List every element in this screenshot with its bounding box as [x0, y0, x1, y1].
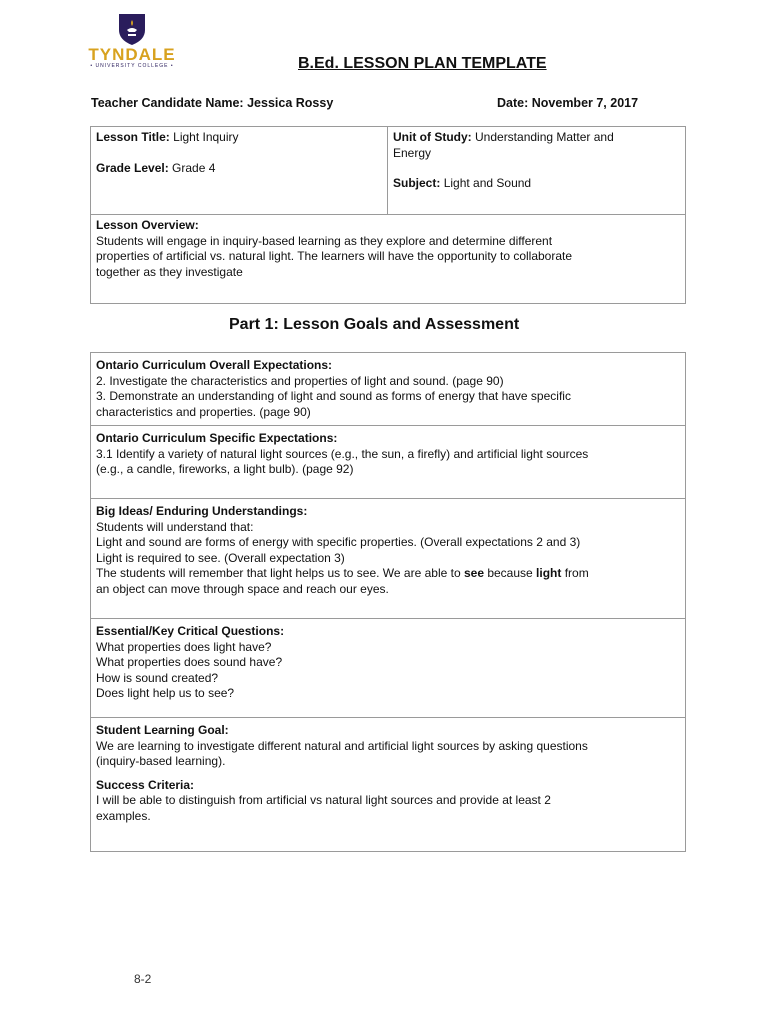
overall-line: characteristics and properties. (page 90) — [96, 404, 311, 419]
big-ideas-bold-see: see — [463, 566, 484, 580]
date-value: November 7, 2017 — [531, 96, 639, 110]
big-ideas-text: from — [561, 566, 589, 580]
lesson-title-cell — [91, 127, 388, 215]
lesson-overview-label: Lesson Overview: — [96, 218, 199, 232]
shield-lamp-icon — [117, 12, 147, 46]
key-questions-row — [91, 619, 685, 718]
big-ideas-label: Big Ideas/ Enduring Understandings: — [96, 504, 308, 518]
question-item: What properties does sound have? — [96, 655, 283, 669]
specific-expectations-label: Ontario Curriculum Specific Expectations: — [96, 431, 338, 445]
unit-subject-cell — [388, 127, 685, 215]
overview-line: together as they investigate — [96, 264, 243, 279]
question-item: Does light help us to see? — [96, 686, 235, 700]
big-ideas-line: Students will understand that: — [96, 519, 254, 534]
overall-line: 3. Demonstrate an understanding of light and sound as forms of energy that have specific — [96, 389, 571, 403]
learning-goal-label: Student Learning Goal: — [96, 723, 229, 737]
learning-goal-row — [91, 718, 685, 851]
big-ideas-mixed-line — [96, 566, 680, 582]
specific-expectations-row — [91, 426, 685, 499]
big-ideas-line: Light and sound are forms of energy with specific properties. (Overall expectations 2 and 3) — [96, 535, 581, 549]
big-ideas-text: The students will remember that light helps us to see. We are able to — [96, 566, 464, 580]
subject-value: Light and Sound — [443, 176, 532, 190]
big-ideas-text: because — [484, 566, 537, 580]
overall-line: 2. Investigate the characteristics and properties of light and sound. (page 90) — [96, 373, 504, 388]
tyndale-logo — [88, 12, 176, 80]
document-title: B.Ed. LESSON PLAN TEMPLATE — [298, 55, 547, 72]
key-questions-label: Essential/Key Critical Questions: — [96, 624, 285, 638]
subject-label: Subject: — [393, 176, 441, 190]
grade-level-label: Grade Level: — [96, 160, 169, 175]
success-criteria-line: I will be able to distinguish from artificial vs natural light sources and provide at least 2 — [96, 793, 551, 807]
lesson-overview-cell — [91, 215, 685, 303]
unit-of-study-value-1: Understanding Matter and — [475, 130, 614, 144]
question-item: How is sound created? — [96, 670, 219, 685]
overview-line: properties of artificial vs. natural light. The learners will have the opportunity to collaborate — [96, 249, 573, 263]
learning-goal-line: (inquiry-based learning). — [96, 754, 226, 768]
unit-of-study-value-2: Energy — [393, 145, 432, 160]
logo-subtitle: • UNIVERSITY COLLEGE • — [90, 63, 174, 69]
overall-expectations-label: Ontario Curriculum Overall Expectations: — [96, 358, 333, 372]
big-ideas-line: Light is required to see. (Overall expectation 3) — [96, 550, 345, 565]
success-criteria-line: examples. — [96, 808, 151, 823]
specific-line: 3.1 Identify a variety of natural light sources (e.g., the sun, a firefly) and artificial light sources — [96, 446, 589, 461]
goals-assessment-table — [90, 352, 686, 852]
unit-of-study-label: Unit of Study: — [393, 130, 472, 144]
specific-line: (e.g., a candle, fireworks, a light bulb). (page 92) — [96, 462, 354, 476]
lesson-title-value: Light Inquiry — [173, 130, 239, 144]
overview-line: Students will engage in inquiry-based learning as they explore and determine different — [96, 233, 553, 248]
lesson-info-table — [90, 126, 686, 304]
part1-heading: Part 1: Lesson Goals and Assessment — [229, 316, 520, 333]
question-item: What properties does light have? — [96, 639, 272, 654]
teacher-name-value: Jessica Rossy — [247, 96, 334, 110]
lesson-title-label: Lesson Title: — [96, 130, 170, 144]
grade-level-value: Grade 4 — [172, 160, 216, 175]
big-ideas-row — [91, 499, 685, 619]
date-label: Date: — [497, 96, 529, 110]
success-criteria-label: Success Criteria: — [96, 777, 195, 792]
teacher-name-label: Teacher Candidate Name: — [91, 96, 244, 110]
big-ideas-bold-light: light — [536, 566, 562, 580]
big-ideas-line: an object can move through space and reach our eyes. — [96, 581, 389, 596]
overall-expectations-row — [91, 353, 685, 426]
logo-name: TYNDALE — [88, 45, 176, 64]
learning-goal-line: We are learning to investigate different natural and artificial light sources by asking questions — [96, 738, 588, 753]
date-row — [497, 96, 638, 110]
teacher-name-row — [91, 96, 333, 110]
page-number: 8-2 — [134, 972, 152, 986]
